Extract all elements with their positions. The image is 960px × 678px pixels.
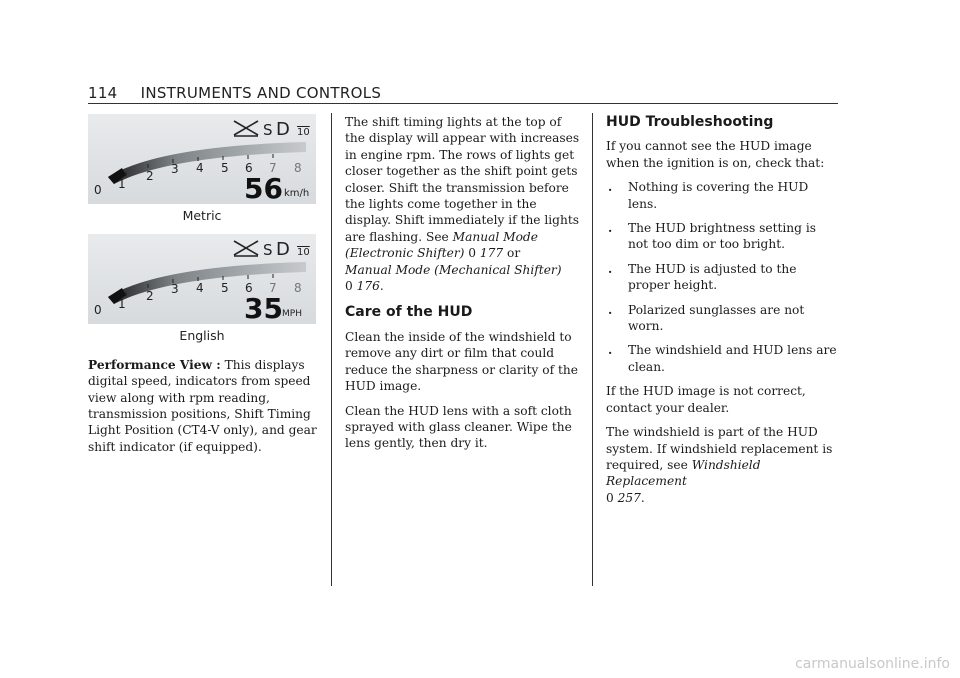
speed-unit: MPH	[282, 309, 302, 320]
column-3	[606, 114, 838, 514]
speed-value: 56	[244, 172, 283, 204]
tick-label: 7	[269, 281, 277, 296]
bullet-icon: .	[608, 180, 613, 195]
hud-metric-figure	[88, 114, 316, 204]
gear-indicator: D	[276, 119, 290, 140]
column-2	[345, 114, 581, 460]
tick-label: 1	[118, 297, 126, 312]
care-of-hud-heading: Care of the HUD	[345, 304, 473, 321]
shift-lights-paragraph: The shift timing lights at the top of the display will appear with increases in engine rpm. The rows of lights get closer together as the shift point gets closer. Shift the transmission before the lights come together in the display. Shift immediately if the lights are flashing. See Manual Mode (Electronic Shifter) 0 177 or Manual Mode (Mechanical Shifter) 0 176.	[345, 115, 580, 294]
list-item: . The HUD is adjusted to the proper height.	[608, 261, 797, 293]
watermark: carmanualsonline.info	[795, 656, 950, 672]
header-rule	[88, 103, 838, 104]
bullet-icon: .	[608, 261, 613, 276]
windshield-paragraph: The windshield is part of the HUD system. If windshield replacement is required, see Windshield Replacement 0 257.	[606, 425, 833, 505]
tick-label: 7	[269, 161, 277, 175]
tick-label: 0	[94, 183, 102, 197]
shift-lights-text: The shift timing lights at the top of the display will appear with increases in engine rpm. The rows of lights get closer together as the shift point gets closer. Shift the transmission before the lights come together in the display. Shift immediately if the lights are flashing. See	[345, 115, 580, 244]
page-number: 114	[88, 84, 118, 102]
figure-caption-metric: Metric	[182, 208, 222, 223]
tick-label: 3	[171, 282, 179, 297]
page-ref-257[interactable]: 257	[617, 490, 641, 505]
performance-view-paragraph	[88, 357, 320, 455]
figure-caption-english: English	[179, 328, 225, 344]
column-divider-1	[331, 113, 332, 586]
page-ref-icon: 0	[468, 246, 477, 261]
performance-view-term: Performance View :	[88, 357, 221, 372]
tick-label: 2	[146, 289, 154, 304]
list-item: . The HUD brightness setting is not too dim or too bright.	[608, 221, 816, 252]
list-item: . Nothing is covering the HUD lens.	[608, 180, 809, 211]
bullet-icon: .	[608, 343, 613, 358]
tick-label: 4	[196, 281, 204, 296]
hud-english-figure	[88, 234, 316, 324]
hud-troubleshooting-heading: HUD Troubleshooting	[606, 114, 774, 130]
tick-label: 5	[221, 281, 229, 296]
tick-label: 8	[294, 161, 302, 175]
link-windshield-replacement[interactable]: Windshield Replacement	[606, 457, 761, 489]
tick-label: 3	[171, 162, 179, 176]
incorrect-image-paragraph: If the HUD image is not correct, contact your dealer.	[606, 384, 806, 415]
page-ref-icon: 0	[606, 490, 614, 505]
tick-label: 2	[146, 169, 154, 183]
gear-mode: S	[263, 241, 273, 260]
page-ref-icon: 0	[345, 279, 353, 294]
gear-indicator: D	[276, 239, 290, 261]
gear-max: 10	[297, 247, 310, 259]
column-1	[88, 114, 320, 463]
link-manual-mode-electronic[interactable]: Manual Mode (Electronic Shifter)	[345, 229, 538, 261]
tick-label: 6	[245, 161, 253, 175]
tick-label: 1	[118, 177, 126, 191]
column-divider-2	[592, 113, 593, 586]
care-paragraph-2: Clean the HUD lens with a soft cloth sprayed with glass cleaner. Wipe the lens gently, then dry it.	[345, 403, 572, 451]
gear-mode: S	[263, 121, 273, 139]
bullet-icon: .	[608, 302, 613, 317]
or-text: or	[503, 246, 521, 261]
page-header	[88, 84, 381, 102]
tick-label: 0	[94, 303, 102, 318]
tick-label: 4	[196, 161, 204, 175]
page-ref-176[interactable]: 176	[356, 279, 380, 294]
troubleshooting-intro: If you cannot see the HUD image when the ignition is on, check that:	[606, 139, 825, 170]
page-ref-177[interactable]: 177	[479, 246, 504, 261]
speed-unit: km/h	[284, 188, 310, 199]
link-manual-mode-mechanical[interactable]: Manual Mode (Mechanical Shifter)	[345, 262, 562, 277]
tick-label: 8	[294, 281, 302, 296]
tick-label: 5	[221, 161, 229, 175]
care-paragraph-1: Clean the inside of the windshield to remove any dirt or film that could reduce the sharpness or clarity of the HUD image.	[345, 329, 578, 394]
section-title: INSTRUMENTS AND CONTROLS	[140, 84, 382, 102]
tick-label: 6	[245, 281, 253, 296]
list-item: . The windshield and HUD lens are clean.	[608, 343, 837, 374]
speed-value: 35	[244, 292, 283, 325]
list-item: . Polarized sunglasses are not worn.	[608, 302, 805, 334]
performance-view-text: This displays digital speed, indicators from speed view along with rpm reading, transmission positions, Shift Timing Light Position (CT4-V only), and gear shift indicator (if equipped).	[88, 357, 317, 454]
bullet-icon: .	[608, 221, 613, 236]
gear-max: 10	[297, 127, 310, 138]
